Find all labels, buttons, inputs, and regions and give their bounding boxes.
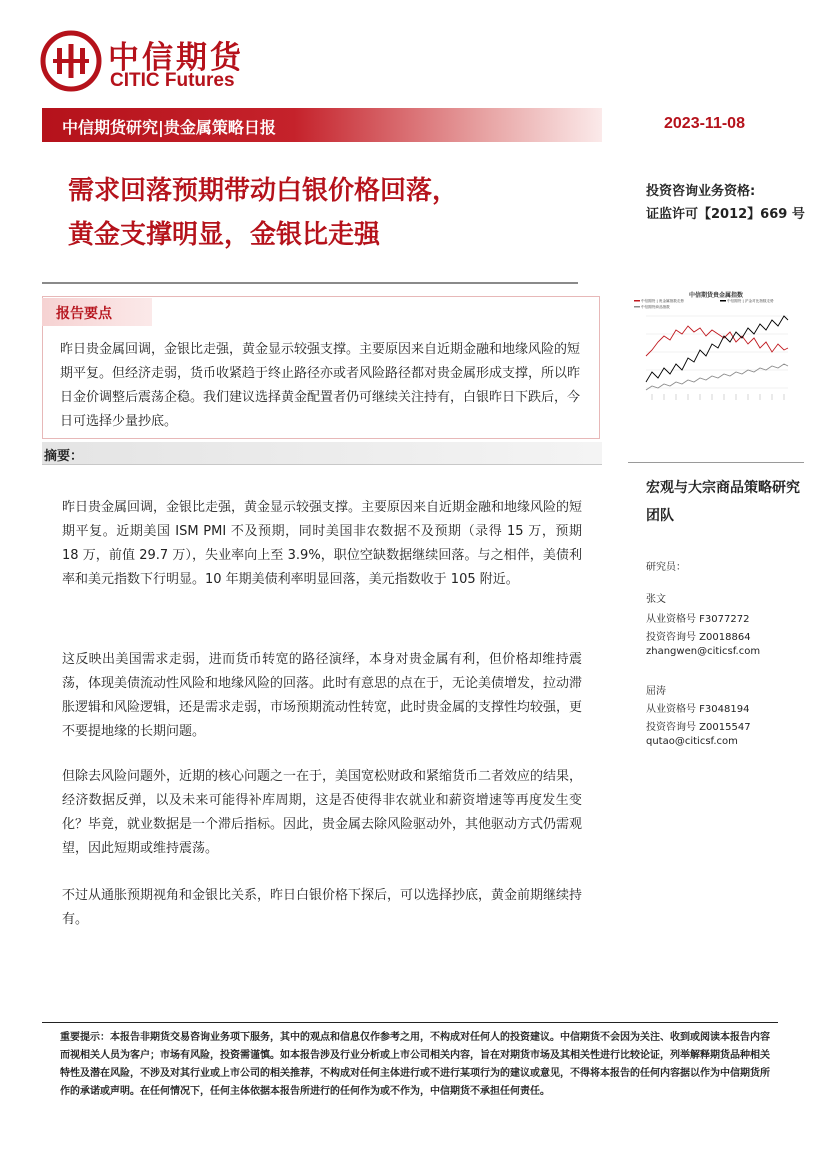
team-divider	[628, 462, 804, 463]
brand-name-en: CITIC Futures	[110, 70, 235, 91]
researcher-2-name: 屈涛	[646, 686, 666, 697]
abstract-paragraph: 不过从通胀预期视角和金银比关系，昨日白银价格下探后，可以选择抄底，黄金前期继续持有。	[62, 888, 583, 927]
report-series-title: 中信期货研究|贵金属策略日报	[62, 118, 276, 137]
disclaimer-text: 重要提示：本报告非期货交易咨询业务项下服务，其中的观点和信息仅作参考之用，不构成对任何人的投资建议。中信期货不会因为关注、收到或阅读本报告内容而视相关人员为客户；市场有风险，投资需谨慎。如本报告涉及行业分析或上市公司相关内容，旨在对期货市场及其相关性进行比较论证，列举解释期货品种相关特性及潜在风险，不涉及对其行业或上市公司的相关推荐，不构成对任何主体进行或不进行某项行为的建议或意见，不得将本报告的任何内容据以作为中信期货所作的承诺或声明。在任何情况下，任何主体依据本报告所进行的任何作为或不作为，中信期货不承担任何责任。	[60, 1032, 770, 1097]
researcher-2-consult: 投资咨询号 Z0015547	[646, 722, 751, 733]
legend-label-1: 中信期货 | 贵金属指数走势	[641, 299, 685, 303]
series-line-black	[646, 316, 788, 382]
legend-label-3: 中信期货商品指数	[641, 305, 670, 309]
precious-metals-index-chart	[628, 286, 804, 410]
researcher-1-name: 张文	[646, 594, 666, 605]
series-line-red	[646, 326, 788, 356]
legend-label-2: 中信期货 | 沪金对比指数走势	[727, 299, 774, 303]
abstract-paragraph: 但除去风险问题外，近期的核心问题之一在于，美国宽松财政和紧缩货币二者效应的结果，经济数据反弹，以及未来可能得补库周期，这是否使得非农就业和薪资增速等再度发生变化？毕竟，就业数据是一个滞后指标。因此，贵金属去除风险驱动外，其他驱动方式仍需观望，因此短期或维持震荡。	[62, 769, 583, 856]
researcher-2-license: 从业资格号 F3048194	[646, 704, 750, 715]
key-points-text: 昨日贵金属回调，金银比走强，黄金显示较强支撑。主要原因来自近期金融和地缘风险的短期平复。但经济走弱，货币收紧趋于终止路径亦或者风险路径都对贵金属形成支撑，所以昨日金价调整后震荡企稳。我们建议选择黄金配置者仍可继续关注持有，白银昨日下跌后，今日可选择少量抄底。	[60, 342, 581, 429]
license-label: 投资咨询业务资格:	[646, 184, 756, 199]
researcher-1-email[interactable]: zhangwen@citicsf.com	[646, 646, 761, 657]
headline-line-1: 需求回落预期带动白银价格回落，	[68, 176, 459, 206]
series-line-gray	[646, 364, 788, 390]
headline-line-2: 黄金支撑明显，金银比走强	[68, 220, 381, 250]
abstract-bar	[42, 442, 602, 464]
abstract-label: 摘要：	[44, 449, 84, 464]
disclaimer-divider	[42, 1022, 778, 1023]
chart-title: 中信期货贵金属指数	[688, 292, 744, 299]
legend-swatch-2	[720, 300, 726, 302]
researcher-1-consult: 投资咨询号 Z0018864	[646, 632, 751, 643]
abstract-paragraph: 昨日贵金属回调，金银比走强，黄金显示较强支撑。主要原因来自近期金融和地缘风险的短期平复。近期美国 ISM PMI 不及预期，同时美国非农数据不及预期（录得 15 万，预期 18 万，前值 29.7 万），失业率向上至 3.9%，职位空缺数据继续回落。与之相伴，美债利率和美元指数下行明显。10 年期美债利率明显回落，美元指数收于 105 附近。	[62, 500, 583, 587]
researchers-label: 研究员：	[646, 562, 686, 573]
legend-swatch-3	[634, 306, 640, 308]
team-title: 宏观与大宗商品策略研究团队	[646, 480, 800, 524]
researcher-1-license: 从业资格号 F3077272	[646, 614, 750, 625]
title-divider	[42, 282, 578, 284]
license-number: 证监许可【2012】669 号	[646, 207, 805, 222]
key-points-heading: 报告要点	[56, 306, 112, 322]
legend-swatch-1	[634, 300, 640, 302]
chart-x-ticks	[652, 394, 784, 400]
researcher-2-email[interactable]: qutao@citicsf.com	[646, 736, 738, 747]
citic-logo-icon	[40, 30, 102, 92]
abstract-paragraph: 这反映出美国需求走弱，进而货币转宽的路径演绎，本身对贵金属有利，但价格却维持震荡，体现美债流动性风险和地缘风险的回落。此时有意思的点在于，无论美债增发，拉动滞胀逻辑和风险逻辑，还是需求走弱，市场预期流动性转宽，此时贵金属的支撑性均较强，更不要提地缘的长期问题。	[62, 652, 583, 739]
abstract-divider	[42, 464, 602, 465]
report-date: 2023-11-08	[664, 115, 745, 132]
brand-name-cn: 中信期货	[108, 40, 244, 76]
